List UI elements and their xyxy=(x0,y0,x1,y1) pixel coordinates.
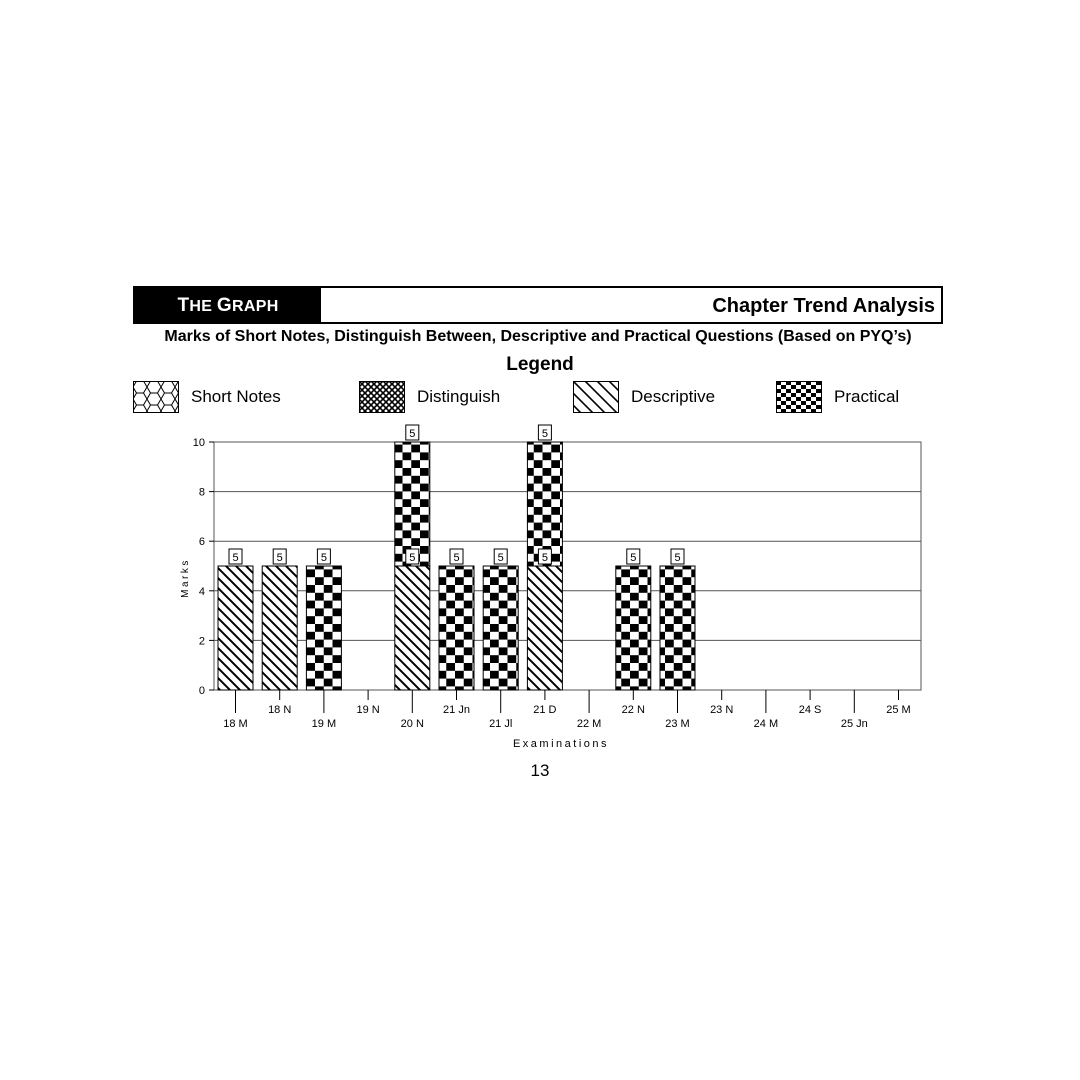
bar-practical-20-n xyxy=(395,442,430,566)
y-tick-label: 10 xyxy=(192,437,205,449)
data-label-practical-20-n: 5 xyxy=(409,428,416,440)
legend-label-short-notes: Short Notes xyxy=(191,387,281,406)
legend-label-descriptive: Descriptive xyxy=(631,387,716,406)
bar-practical-19-m xyxy=(306,566,341,690)
x-tick-label-19-n: 19 N xyxy=(356,704,380,716)
bars xyxy=(218,442,695,690)
x-tick-label-23-n: 23 N xyxy=(710,704,734,716)
x-tick-label-24-s: 24 S xyxy=(798,704,822,716)
x-tick-label-20-n: 20 N xyxy=(400,718,424,730)
x-tick-label-19-m: 19 M xyxy=(311,718,337,730)
x-tick-label-18-n: 18 N xyxy=(268,704,292,716)
x-tick-label-22-m: 22 M xyxy=(576,718,602,730)
x-tick-label-25-jn: 25 Jn xyxy=(840,718,868,730)
x-tick-label-24-m: 24 M xyxy=(753,718,779,730)
chart-subtitle: Marks of Short Notes, Distinguish Between, Descriptive and Practical Questions (Based on PYQ’s) xyxy=(164,328,912,345)
data-label-practical-21-jn: 5 xyxy=(453,552,460,564)
bar-practical-21-jl xyxy=(483,566,518,690)
legend-title: Legend xyxy=(506,354,574,375)
bar-descriptive-18-n xyxy=(262,566,297,690)
x-tick-label-21-jn: 21 Jn xyxy=(443,704,470,716)
x-tick-label-25-m: 25 M xyxy=(886,704,911,716)
data-label-descriptive-18-n: 5 xyxy=(276,552,283,564)
data-label-descriptive-21-d: 5 xyxy=(541,552,548,564)
y-tick-label: 8 xyxy=(198,486,205,499)
y-tick-label: 4 xyxy=(198,585,205,598)
x-axis-title: Examinations xyxy=(512,738,610,750)
legend-label-distinguish: Distinguish xyxy=(417,387,501,406)
section-title: Chapter Trend Analysis xyxy=(712,295,935,317)
data-label-practical-22-n: 5 xyxy=(630,552,637,564)
x-tick-label-22-n: 22 N xyxy=(621,704,645,716)
data-label-practical-21-d: 5 xyxy=(541,428,548,440)
x-tick-label-21-jl: 21 Jl xyxy=(489,718,513,730)
bar-practical-22-n xyxy=(616,566,651,690)
data-label-descriptive-20-n: 5 xyxy=(409,552,416,564)
x-tick-label-18-m: 18 M xyxy=(223,718,248,730)
data-labels xyxy=(229,425,684,564)
bar-practical-21-jn xyxy=(439,566,474,690)
page-number: 13 xyxy=(530,761,550,780)
y-tick-label: 2 xyxy=(198,635,205,648)
y-axis-title: Marks xyxy=(180,558,191,598)
data-label-descriptive-18-m: 5 xyxy=(232,552,239,564)
bar-descriptive-21-d xyxy=(527,566,562,690)
y-tick-label: 6 xyxy=(198,536,205,549)
data-label-practical-23-m: 5 xyxy=(674,552,681,564)
bar-practical-21-d xyxy=(527,442,562,566)
y-tick-label: 0 xyxy=(198,685,205,697)
x-tick-label-21-d: 21 D xyxy=(533,704,557,716)
bar-descriptive-18-m xyxy=(218,566,253,690)
legend-label-practical: Practical xyxy=(834,387,900,406)
bar-practical-23-m xyxy=(660,566,695,690)
x-tick-label-23-m: 23 M xyxy=(665,718,690,730)
data-label-practical-19-m: 5 xyxy=(320,552,327,564)
data-label-practical-21-jl: 5 xyxy=(497,552,504,564)
section-tag: THE GRAPH xyxy=(135,288,321,322)
bar-descriptive-20-n xyxy=(395,566,430,690)
